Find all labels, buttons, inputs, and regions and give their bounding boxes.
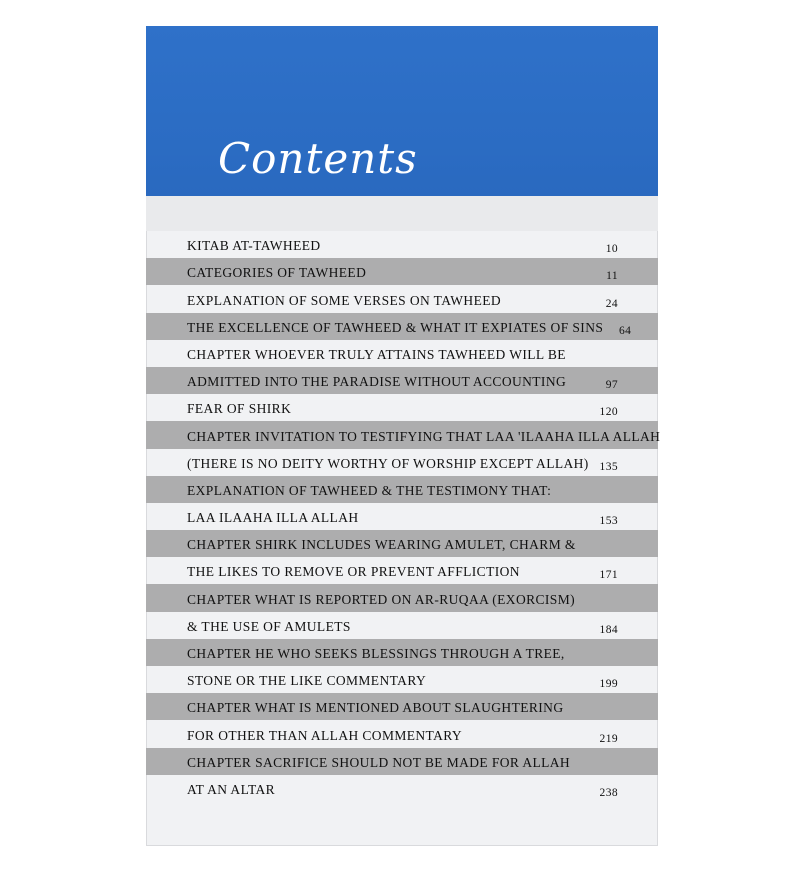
toc-entry-text: ADMITTED INTO THE PARADISE WITHOUT ACCOUNTING <box>187 374 567 390</box>
toc-entry-page: 171 <box>599 569 618 582</box>
toc-entry-page: 120 <box>599 406 618 419</box>
toc-entry <box>146 503 658 530</box>
top-stripe <box>146 196 658 231</box>
toc-entry <box>146 666 658 693</box>
toc-entry-text: KITAB AT-TAWHEED <box>187 238 321 254</box>
toc-entry-page: 11 <box>606 270 618 283</box>
toc-entry-text: CHAPTER SACRIFICE SHOULD NOT BE MADE FOR ALLAH <box>187 754 571 770</box>
toc-entry-text: EXPLANATION OF TAWHEED & THE TESTIMONY THAT: <box>187 482 552 498</box>
book-page <box>146 26 661 846</box>
toc-entry-text: THE EXCELLENCE OF TAWHEED & WHAT IT EXPIATES OF SINS <box>187 319 604 335</box>
toc-entry <box>146 449 658 476</box>
toc-entry-text: CHAPTER INVITATION TO TESTIFYING THAT LAA 'ILAAHA ILLA ALLAH <box>187 428 661 444</box>
toc-entry <box>146 231 658 258</box>
toc-entry-page <box>660 446 688 449</box>
toc-entry <box>146 693 658 720</box>
toc-entry <box>146 612 658 639</box>
toc-entry <box>146 476 658 503</box>
toc-entry-page: 184 <box>599 623 618 636</box>
toc-entry <box>146 285 658 312</box>
toc-entry-page: 238 <box>599 786 618 799</box>
toc-entry-text: AT AN ALTAR <box>187 781 276 797</box>
toc-entry-page: 10 <box>605 243 618 256</box>
toc-entry <box>146 340 658 367</box>
toc-entry-text: STONE OR THE LIKE COMMENTARY <box>187 673 427 689</box>
toc-entry-page: 219 <box>599 732 618 745</box>
toc-entry <box>146 720 658 747</box>
toc-entry-text: & THE USE OF AMULETS <box>187 618 351 634</box>
toc-entry-page: 135 <box>599 460 618 473</box>
toc-entry-text: LAA ILAAHA ILLA ALLAH <box>187 510 359 526</box>
toc-entry-page: 199 <box>599 678 618 691</box>
toc-entry-text: CATEGORIES OF TAWHEED <box>187 265 367 281</box>
contents-list <box>146 231 661 802</box>
toc-entry-page: 97 <box>605 379 618 392</box>
toc-entry-text: CHAPTER SHIRK INCLUDES WEARING AMULET, CHARM & <box>187 537 576 553</box>
toc-entry-text: CHAPTER HE WHO SEEKS BLESSINGS THROUGH A TREE, <box>187 646 565 661</box>
toc-entry-page: 153 <box>599 515 618 528</box>
toc-entry-page: 24 <box>605 297 618 310</box>
toc-entry-text: CHAPTER WHAT IS MENTIONED ABOUT SLAUGHTERING <box>187 700 564 716</box>
toc-entry <box>146 394 658 421</box>
toc-entry-text: CHAPTER WHAT IS REPORTED ON AR-RUQAA (EXORCISM) <box>187 591 576 607</box>
toc-entry-text: EXPLANATION OF SOME VERSES ON TAWHEED <box>187 292 502 308</box>
toc-entry <box>146 557 658 584</box>
toc-entry <box>146 367 658 394</box>
toc-entry-text: FEAR OF SHIRK <box>187 401 292 417</box>
header-band <box>146 26 658 196</box>
toc-entry <box>146 584 658 611</box>
toc-entry <box>146 775 658 802</box>
toc-entry <box>146 258 658 285</box>
toc-entry-text: CHAPTER WHOEVER TRULY ATTAINS TAWHEED WILL BE <box>187 346 566 362</box>
toc-entry-text: THE LIKES TO REMOVE OR PREVENT AFFLICTION <box>187 564 520 580</box>
toc-entry-text: FOR OTHER THAN ALLAH COMMENTARY <box>187 727 463 743</box>
toc-entry <box>146 313 658 340</box>
toc-entry <box>146 530 658 557</box>
toc-entry-page: 64 <box>618 324 632 337</box>
toc-entry-text: (THERE IS NO DEITY WORTHY OF WORSHIP EXCEPT ALLAH) <box>187 455 589 471</box>
page-title: Contents <box>218 134 418 183</box>
toc-entry <box>146 421 661 448</box>
toc-entry <box>146 748 658 775</box>
toc-entry <box>146 639 658 666</box>
